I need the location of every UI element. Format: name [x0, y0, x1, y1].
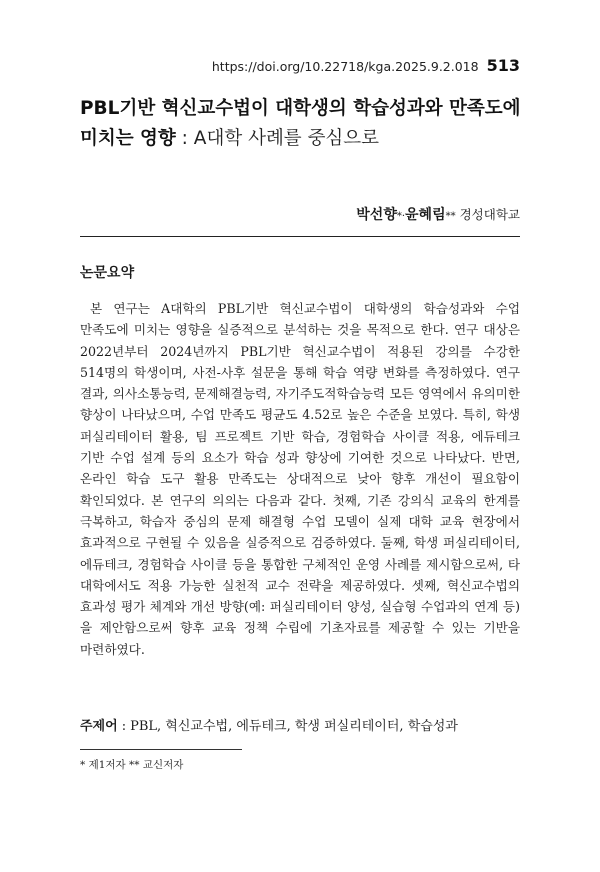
title-line-2-rest: : A대학 사례를 중심으로 — [175, 128, 380, 149]
footnote-divider — [80, 749, 242, 750]
paper-title — [80, 93, 540, 153]
author-line — [356, 204, 520, 224]
footnote: * 제1저자 ** 교신저자 — [80, 759, 184, 771]
author-1-name: 박선향 — [356, 207, 397, 223]
author-separator: · — [401, 211, 406, 222]
running-header — [212, 56, 520, 75]
keywords-label: 주제어 — [80, 719, 118, 734]
author-1-mark: * — [396, 211, 402, 222]
abstract-body: 본 연구는 A대학의 PBL기반 혁신교수법이 대학생의 학습성과와 수업 만족도에 미치는 영향을 실증적으로 분석하는 것을 목적으로 한다. 연구 대상은 2022년부터 2024년까지 PBL기반 혁신교수법이 적용된 강의를 수강한 514명의 학생이며, 사전-사후 설문을 통해 학습 역량 변화를 측정하였다. 연구 결과, 의사소통능력, 문제해결능력, 자기주도적학습능력 모든 영역에서 유의미한 향상이 나타났으며, 수업 만족도 평균도 4.52로 높은 수준을 보였다. 특히, 학생 퍼실리테이터 활용, 팀 프로젝트 기반 학습, 경험학습 사이클 적용, 에듀테크 기반 수업 설계 등의 요소가 학습 성과 향상에 기여한 것으로 나타났다. 반면, 온라인 학습 도구 활용 만족도는 상대적으로 낮아 향후 개선이 필요함이 확인되었다. 본 연구의 의의는 다음과 같다. 첫째, 기존 강의식 교육의 한계를 극복하고, 학습자 중심의 문제 해결형 수업 모델이 실제 대학 교육 현장에서 효과적으로 구현될 수 있음을 실증적으로 검증하였다. 둘째, 학생 퍼실리테이터, 에듀테크, 경험학습 사이클 등을 통합한 구체적인 운영 사례를 제시함으로써, 타 대학에서도 적용 가능한 실천적 교수 전략을 제공하였다. 셋째, 혁신교수법의 효과성 평가 체계와 개선 방향(예: 퍼실리테이터 양성, 실습형 수업과의 연계 등)을 제안함으로써 향후 교육 정책 수립에 기초자료를 제공할 수 있는 기반을 마련하였다. — [80, 301, 520, 657]
doi-link[interactable]: https://doi.org/10.22718/kga.2025.9.2.018 — [211, 59, 479, 74]
author-2-name: 윤혜림 — [405, 207, 446, 223]
title-line-1: PBL기반 혁신교수법이 대학생의 학습성과와 만족도에 — [80, 98, 521, 119]
keywords-values: PBL, 혁신교수법, 에듀테크, 학생 퍼실리테이터, 학습성과 — [130, 719, 458, 734]
title-divider — [80, 236, 520, 237]
affiliation: 경성대학교 — [459, 207, 520, 222]
page-number: 513 — [486, 56, 520, 75]
abstract-heading: 논문요약 — [80, 265, 135, 281]
title-line-2-bold: 미치는 영향 — [80, 128, 176, 149]
keywords-separator: : — [121, 719, 127, 734]
keywords-line — [80, 715, 520, 734]
author-2-mark: ** — [445, 211, 456, 222]
